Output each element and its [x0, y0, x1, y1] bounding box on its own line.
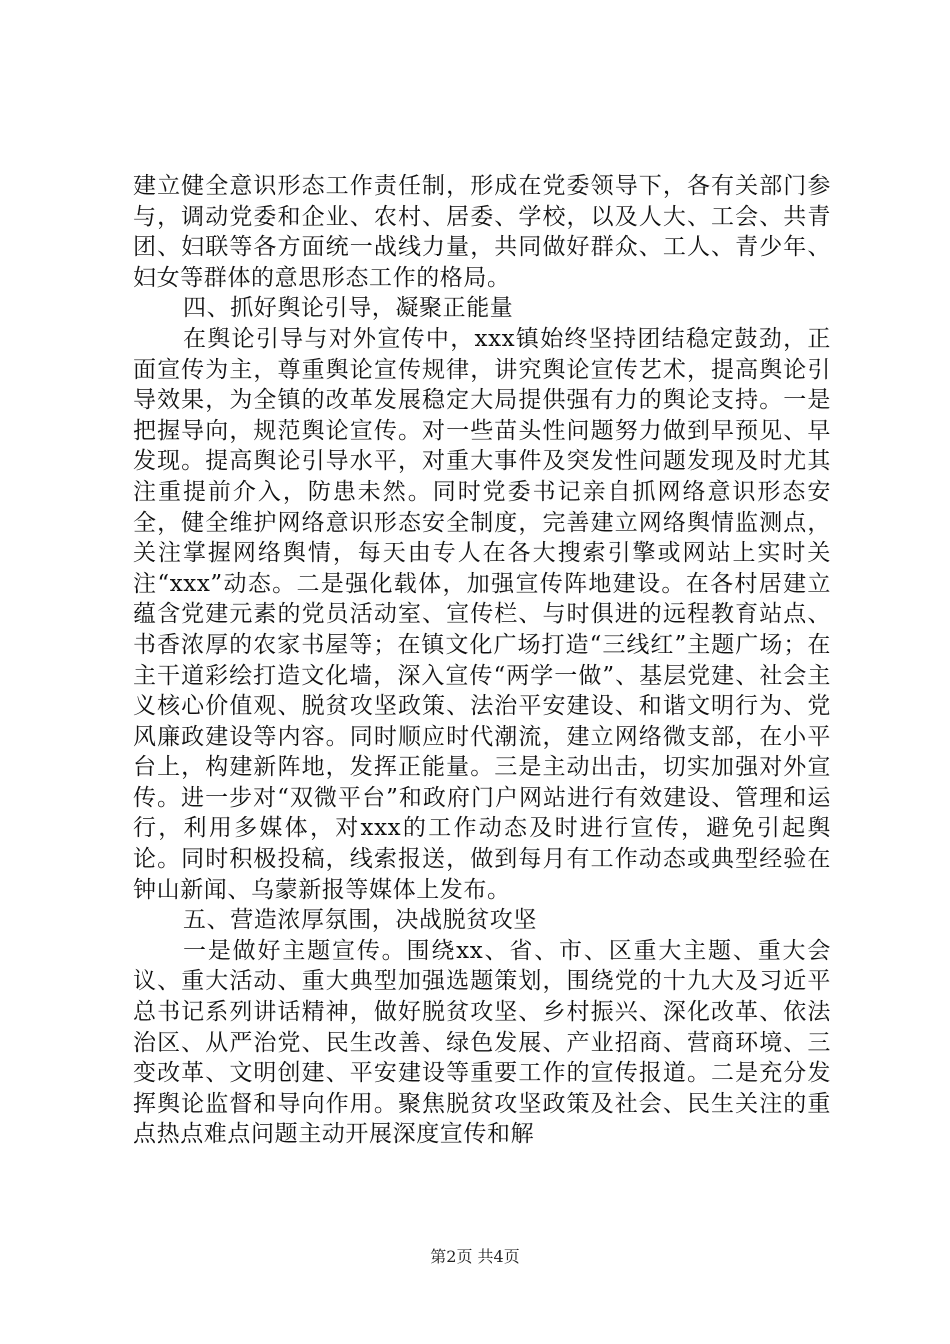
document-body [133, 171, 831, 1150]
paragraph-section-5: 一是做好主题宣传。围绕xx、省、市、区重大主题、重大会议、重大活动、重大典型加强选题策划，围绕党的十九大及习近平总书记系列讲话精神，做好脱贫攻坚、乡村振兴、深化改革、依法治区、从严治党、民生改善、绿色发展、产业招商、营商环境、三变改革、文明创建、平安建设等重要工作的宣传报道。二是充分发挥舆论监督和导向作用。聚焦脱贫攻坚政策及社会、民生关注的重点热点难点问题主动开展深度宣传和解 [133, 937, 831, 1148]
section-heading-4: 四、抓好舆论引导，凝聚正能量 [183, 295, 514, 322]
paragraph-section-4: 在舆论引导与对外宣传中，xxx镇始终坚持团结稳定鼓劲，正面宣传为主，尊重舆论宣传规律，讲究舆论宣传艺术，提高舆论引导效果，为全镇的改革发展稳定大局提供强有力的舆论支持。一是把握导向，规范舆论宣传。对一些苗头性问题努力做到早预见、早发现。提高舆论引导水平，对重大事件及突发性问题发现及时尤其注重提前介入，防患未然。同时党委书记亲自抓网络意识形态安全，健全维护网络意识形态安全制度，完善建立网络舆情监测点，关注掌握网络舆情，每天由专人在各大搜索引擎或网站上实时关注“xxx”动态。二是强化载体，加强宣传阵地建设。在各村居建立蕴含党建元素的党员活动室、宣传栏、与时俱进的远程教育站点、书香浓厚的农家书屋等；在镇文化广场打造“三线红”主题广场；在主干道彩绘打造文化墙，深入宣传“两学一做”、基层党建、社会主义核心价值观、脱贫攻坚政策、法治平安建设、和谐文明行为、党风廉政建设等内容。同时顺应时代潮流，建立网络微支部，在小平台上，构建新阵地，发挥正能量。三是主动出击，切实加强对外宣传。进一步对“双微平台”和政府门户网站进行有效建设、管理和运行，利用多媒体，对xxx的工作动态及时进行宣传，避免引起舆论。同时积极投稿，线索报送，做到每月有工作动态或典型经验在钟山新闻、乌蒙新报等媒体上发布。 [133, 325, 831, 903]
page-footer: 第2页 共4页 [430, 1247, 520, 1266]
paragraph-continued: 建立健全意识形态工作责任制，形成在党委领导下，各有关部门参与，调动党委和企业、农村、居委、学校，以及人大、工会、共青团、妇联等各方面统一战线力量，共同做好群众、工人、青少年、妇女等群体的意思形态工作的格局。 [133, 173, 831, 291]
section-heading-5: 五、营造浓厚氛围，决战脱贫攻坚 [183, 907, 537, 934]
